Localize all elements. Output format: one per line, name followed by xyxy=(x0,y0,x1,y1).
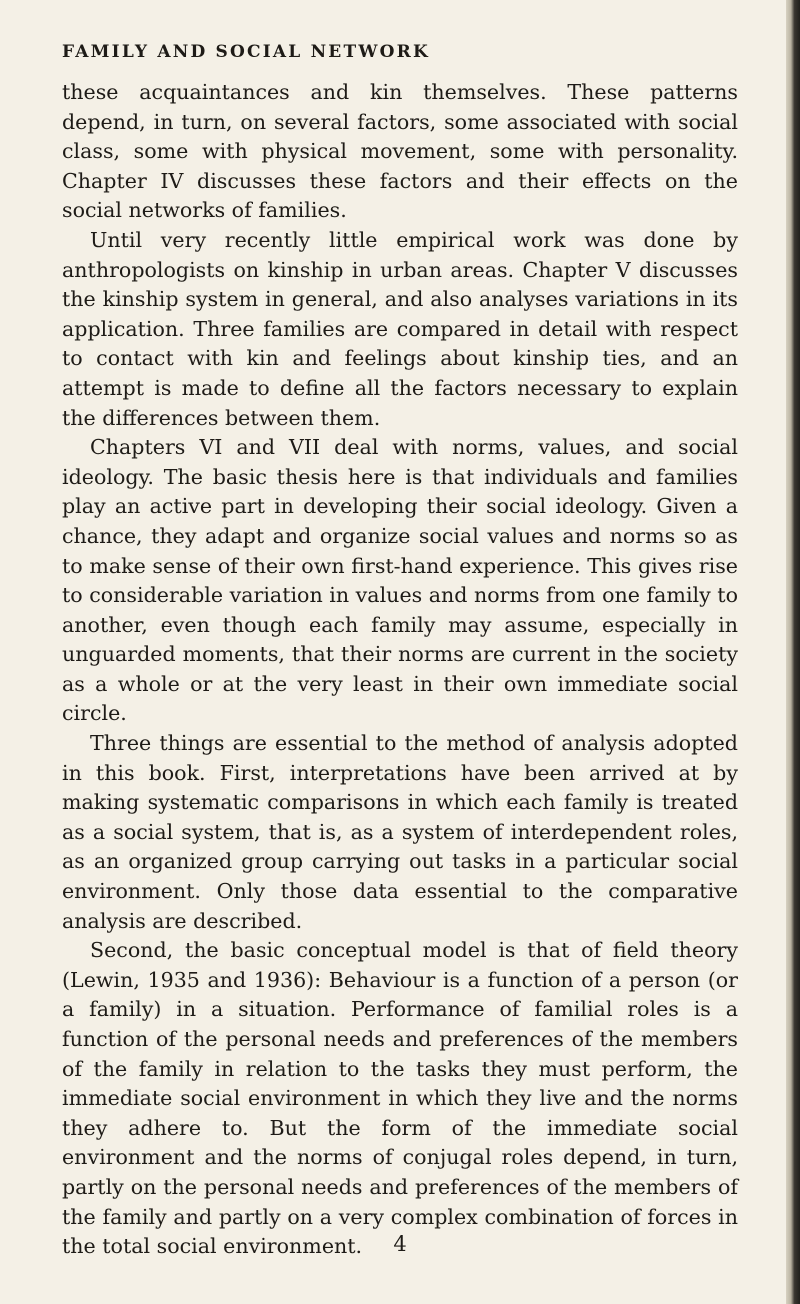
running-header: FAMILY AND SOCIAL NETWORK xyxy=(62,42,430,62)
paragraph-norms-values: Chapters VI and VII deal with norms, values, and social ideology. The basic thesis here is that individuals and families play an active part in developing their social ideology. Given a chance, they adapt and organize social values and norms so as to make sense of their own first-hand experience. This gives rise to considerable variation in values and norms from one family to another, even though each family may assume, especially in unguarded moments, that their norms are current in the society as a whole or at the very least in their own immediate social circle. xyxy=(62,435,738,726)
paragraph-method: Three things are essential to the method of analysis adopted in this book. First, interpretations have been arrived at by making systematic comparisons in which each family is treated as a social system, that is, as a system of interdependent roles, as an organized group carrying out tasks in a particular social environment. Only those data essential to the comparative analysis are described. xyxy=(62,731,738,933)
body-text xyxy=(62,78,738,1262)
paragraph-continued: these acquaintances and kin themselves. These patterns depend, in turn, on several factors, some associated with social class, some with physical movement, some with personality. Chapter IV discusses these factors and their effects on the social networks of families. xyxy=(62,80,738,223)
paragraph-kinship: Until very recently little empirical work was done by anthropologists on kinship in urban areas. Chapter V discusses the kinship system in general, and also analyses variations in its application. Three families are compared in detail with respect to contact with kin and feelings about kinship ties, and an attempt is made to define all the factors necessary to explain the differences between them. xyxy=(62,227,738,430)
paragraph-field-theory: Second, the basic conceptual model is that of field theory (Lewin, 1935 and 1936): Behaviour is a function of a person (or a family) in a situation. Performance of familial roles is a function of the personal needs and preferences of the members of the family in relation to the tasks they must perform, the immediate social environment in which they live and the norms they adhere to. But the form of the immediate social environment and the norms of conjugal roles depend, in turn, partly on the personal needs and preferences of the members of the family and partly on a very complex combination of forces in the total social environment. xyxy=(62,938,738,1259)
book-spine-edge xyxy=(786,0,800,1304)
page-number: 4 xyxy=(393,1232,407,1256)
